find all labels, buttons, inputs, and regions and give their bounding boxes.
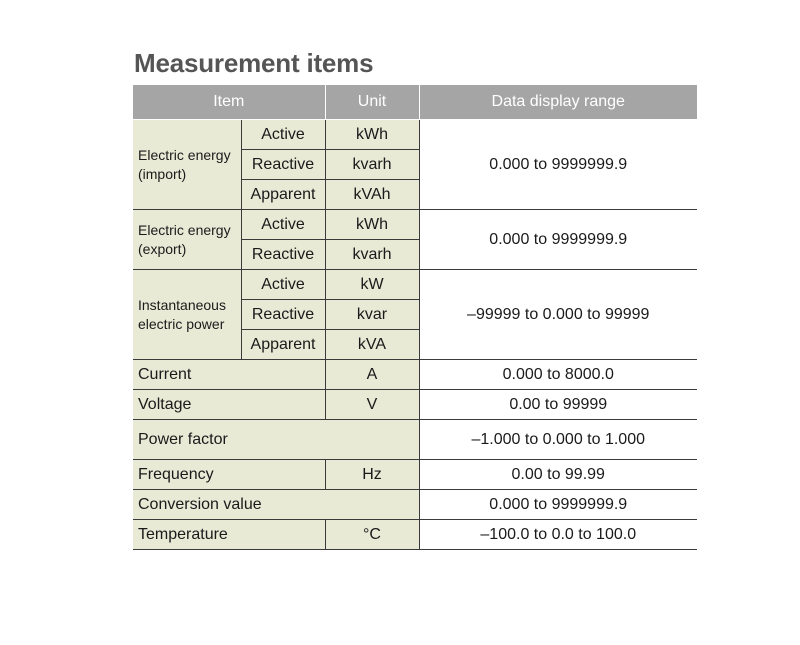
table-row — [133, 270, 697, 300]
group-label-line1: Electric energy — [138, 221, 231, 238]
unit-cell: kvar — [325, 300, 419, 330]
column-header-range: Data display range — [419, 85, 697, 120]
sub-item-cell: Apparent — [241, 180, 325, 210]
group-label-energy-export — [133, 210, 241, 270]
group-label-inst-power — [133, 270, 241, 360]
group-label-energy-import — [133, 120, 241, 210]
range-cell: 0.00 to 99.99 — [419, 460, 697, 490]
group-label-line1: Electric energy — [138, 146, 231, 163]
table-row-temperature — [133, 520, 697, 550]
table-row-frequency — [133, 460, 697, 490]
unit-cell: °C — [325, 520, 419, 550]
column-header-unit: Unit — [325, 85, 419, 120]
unit-cell: kVAh — [325, 180, 419, 210]
sub-item-cell: Apparent — [241, 330, 325, 360]
range-cell: 0.000 to 9999999.9 — [419, 210, 697, 270]
sub-item-cell: Active — [241, 210, 325, 240]
group-label-line2: (import) — [138, 165, 187, 182]
item-cell: Power factor — [133, 420, 419, 460]
page-title: Measurement items — [134, 48, 374, 78]
unit-cell: kvarh — [325, 150, 419, 180]
table-row-current — [133, 360, 697, 390]
sub-item-cell: Active — [241, 120, 325, 150]
group-label-line2: (export) — [138, 240, 187, 257]
range-cell: –100.0 to 0.0 to 100.0 — [419, 520, 697, 550]
item-cell: Temperature — [133, 520, 325, 550]
sub-item-cell: Active — [241, 270, 325, 300]
range-cell: –1.000 to 0.000 to 1.000 — [419, 420, 697, 460]
unit-cell: A — [325, 360, 419, 390]
range-cell: 0.000 to 9999999.9 — [419, 490, 697, 520]
column-header-item: Item — [133, 85, 325, 120]
table-row-conversion — [133, 490, 697, 520]
item-cell: Voltage — [133, 390, 325, 420]
group-label-line1: Instantaneous — [138, 296, 226, 313]
sub-item-cell: Reactive — [241, 300, 325, 330]
unit-cell: Hz — [325, 460, 419, 490]
table-row — [133, 210, 697, 240]
range-cell: –99999 to 0.000 to 99999 — [419, 270, 697, 360]
unit-cell: kWh — [325, 210, 419, 240]
sub-item-cell: Reactive — [241, 240, 325, 270]
unit-cell: kW — [325, 270, 419, 300]
table-row-power-factor — [133, 420, 697, 460]
range-cell: 0.000 to 9999999.9 — [419, 120, 697, 210]
measurement-table — [133, 85, 697, 550]
unit-cell: kvarh — [325, 240, 419, 270]
range-cell: 0.00 to 99999 — [419, 390, 697, 420]
unit-cell: V — [325, 390, 419, 420]
header-row — [133, 85, 697, 120]
item-cell: Current — [133, 360, 325, 390]
unit-cell: kWh — [325, 120, 419, 150]
item-cell: Conversion value — [133, 490, 419, 520]
table-row — [133, 120, 697, 150]
item-cell: Frequency — [133, 460, 325, 490]
sub-item-cell: Reactive — [241, 150, 325, 180]
range-cell: 0.000 to 8000.0 — [419, 360, 697, 390]
group-label-line2: electric power — [138, 315, 225, 332]
table-row-voltage — [133, 390, 697, 420]
unit-cell: kVA — [325, 330, 419, 360]
